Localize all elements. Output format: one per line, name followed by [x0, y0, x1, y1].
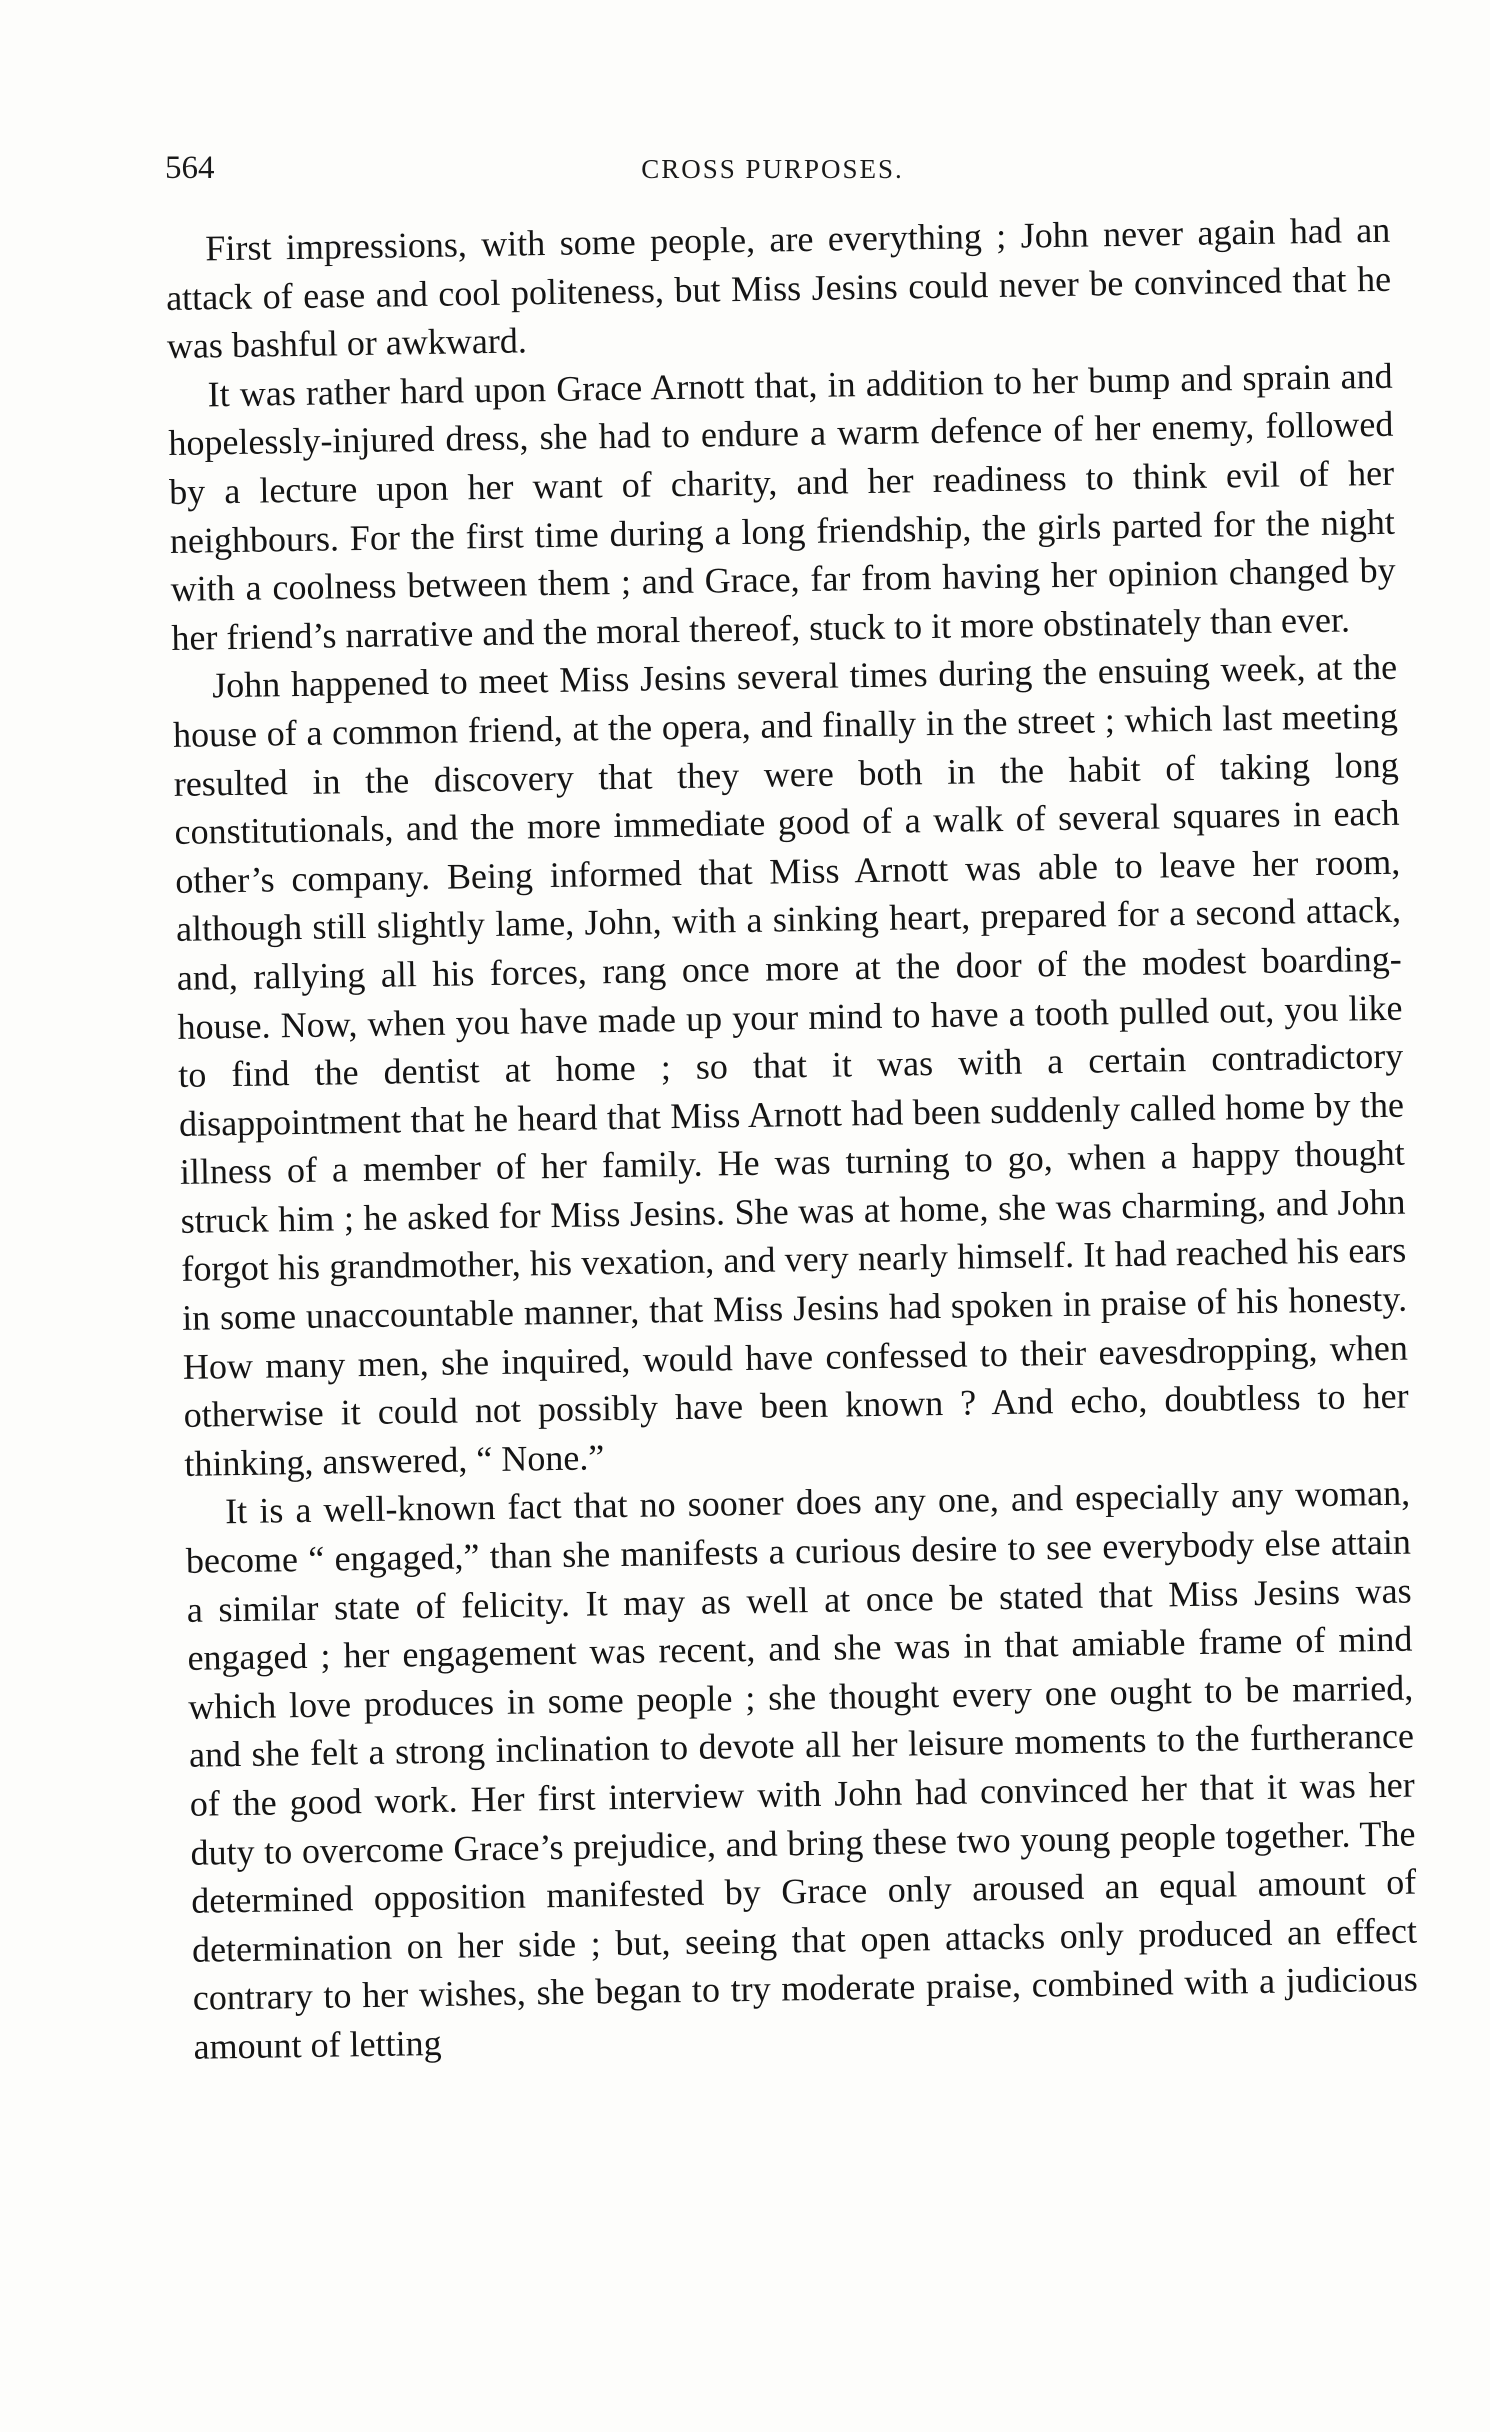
- running-title: CROSS PURPOSES.: [641, 154, 904, 184]
- page-header: [165, 150, 1380, 210]
- page-number: 564: [165, 150, 215, 186]
- paragraph-first-impressions: First impressions, with some people, are everything ; John never again had an attack of ease and cool politeness, but Miss Jesins could never be convinced that he was bashful or awkward.: [165, 209, 1392, 367]
- paragraph-john-meets-miss-jesins: John happened to meet Miss Jesins several times during the ensuing week, at the house of a common friend, at the opera, and finally in the street ; which last meeting resulted in the discovery that they were both in the habit of taking long constitutionals, and the more immediate good of a walk of several squares in each other’s company. Being informed that Miss Arnott was able to leave her room, although still slightly lame, John, with a sinking heart, prepared for a second attack, and, rallying all his forces, rang once more at the door of the modest boarding-house. Now, when you have made up your mind to have a tooth pulled out, you like to find the dentist at home ; so that it was with a certain contradictory disappointment that he heard that Miss Arnott had been suddenly called home by the illness of a member of her family. He was turning to go, when a happy thought struck him ; he asked for Miss Jesins. She was at home, she was charming, and John forgot his grandmother, his vexation, and very nearly himself. It had reached his ears in some unaccountable manner, that Miss Jesins had spoken in praise of his honesty. How many men, she inquired, would have confessed to their eavesdropping, when otherwise it could not possibly have been known ? And echo, doubtless to her thinking, answered, “ None.”: [172, 647, 1409, 1484]
- paragraph-engaged: It is a well-known fact that no sooner does any one, and especially any woman, become “ engaged,” than she manifests a curious desire to see everybody else attain a similar state of felicity. It may as well at once be stated that Miss Jesins was engaged ; her engagement was recent, and she was in that amiable frame of mind which love produces in some people ; she thought every one ought to be married, and she felt a strong inclination to devote all her leisure moments to the furtherance of the good work. Her first interview with John had convinced her that it was her duty to overcome Grace’s prejudice, and bring these two young people together. The determined opposition manifested by Grace only aroused an equal amount of determination on her side ; but, seeing that open attacks only produced an effect contrary to her wishes, she began to try moderate praise, combined with a judicious amount of letting: [185, 1473, 1419, 2067]
- body-text: [165, 206, 1419, 2072]
- paragraph-grace-arnott: It was rather hard upon Grace Arnott that, in addition to her bump and sprain and hopelessly-injured dress, she had to endure a warm defence of her enemy, followed by a lecture upon her want of charity, and her readiness to think evil of her neighbours. For the first time during a long friendship, the girls parted for the night with a coolness between them ; and Grace, far from having her opinion changed by her friend’s narrative and the moral thereof, stuck to it more obstinately than ever.: [168, 355, 1396, 658]
